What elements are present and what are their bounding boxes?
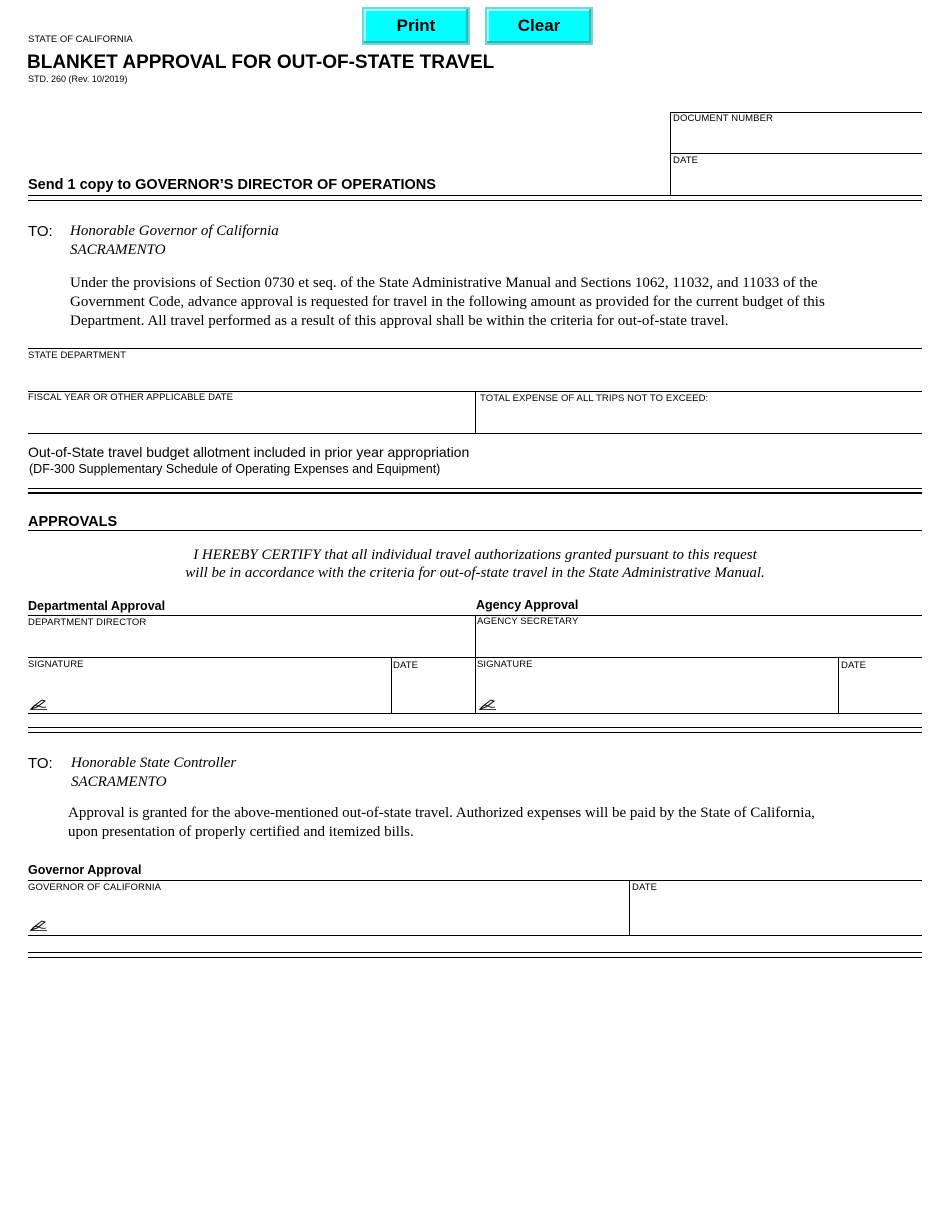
state-department-input[interactable] [30, 364, 922, 390]
send-copy-instruction: Send 1 copy to GOVERNOR’S DIRECTOR OF OPERATIONS [28, 177, 436, 193]
department-director-input[interactable] [30, 631, 474, 657]
governor-of-california-label: GOVERNOR OF CALIFORNIA [28, 882, 162, 893]
governor-signature-pen-icon[interactable] [30, 919, 48, 931]
total-expense-input[interactable] [480, 406, 922, 432]
certify-line-2: will be in accordance with the criteria for out-of-state travel in the State Administrative Manual. [185, 565, 765, 581]
agency-signature-label: SIGNATURE [477, 659, 533, 670]
request-body-line-3: Department. All travel performed as a result of this approval shall be within the criteria for out-of-state travel. [70, 313, 729, 329]
clear-button[interactable]: Clear [485, 7, 593, 45]
governor-city: SACRAMENTO [70, 242, 166, 258]
department-date-label: DATE [393, 660, 419, 671]
agency-date-input[interactable] [842, 680, 922, 706]
form-title: BLANKET APPROVAL FOR OUT-OF-STATE TRAVEL [27, 52, 495, 73]
request-body-line-1: Under the provisions of Section 0730 et seq. of the State Administrative Manual and Sections 1062, 11032, and 11033 of the [70, 275, 818, 291]
fiscal-year-input[interactable] [30, 406, 474, 432]
to-label-governor: TO: [28, 223, 53, 240]
document-number-input[interactable] [674, 128, 922, 152]
agency-approval-heading: Agency Approval [476, 598, 579, 612]
print-button[interactable]: Print [362, 7, 470, 45]
department-date-input[interactable] [394, 680, 476, 706]
header-date-input[interactable] [674, 170, 922, 194]
state-label: STATE OF CALIFORNIA [28, 34, 133, 45]
to-label-controller: TO: [28, 755, 53, 772]
document-number-label: DOCUMENT NUMBER [673, 113, 774, 124]
agency-date-label: DATE [841, 660, 867, 671]
agency-secretary-label: AGENCY SECRETARY [477, 616, 579, 627]
governor-addressee: Honorable Governor of California [70, 223, 279, 239]
fiscal-year-label: FISCAL YEAR OR OTHER APPLICABLE DATE [28, 392, 234, 403]
request-body-line-2: Government Code, advance approval is requested for travel in the following amount as provided for the current budget of this [70, 294, 825, 310]
departmental-approval-heading: Departmental Approval [28, 599, 166, 613]
header-date-label: DATE [673, 155, 699, 166]
total-expense-label: TOTAL EXPENSE OF ALL TRIPS NOT TO EXCEED: [480, 393, 709, 404]
department-signature-pen-icon[interactable] [30, 698, 48, 710]
form-number: STD. 260 (Rev. 10/2019) [28, 74, 128, 84]
certify-line-1: I HEREBY CERTIFY that all individual travel authorizations granted pursuant to this request [193, 547, 757, 563]
department-director-label: DEPARTMENT DIRECTOR [28, 617, 147, 628]
governor-approval-heading: Governor Approval [28, 863, 142, 877]
budget-allotment-line-1: Out-of-State travel budget allotment included in prior year appropriation [28, 444, 470, 460]
governor-date-label: DATE [632, 882, 658, 893]
department-signature-label: SIGNATURE [28, 659, 84, 670]
budget-allotment-line-2: (DF-300 Supplementary Schedule of Operating Expenses and Equipment) [29, 462, 441, 476]
controller-body-line-2: upon presentation of properly certified and itemized bills. [68, 824, 414, 840]
agency-signature-pen-icon[interactable] [479, 698, 497, 710]
approvals-heading: APPROVALS [28, 514, 118, 530]
controller-city: SACRAMENTO [71, 774, 167, 790]
governor-date-input[interactable] [634, 902, 922, 928]
agency-secretary-input[interactable] [480, 631, 922, 657]
controller-addressee: Honorable State Controller [71, 755, 237, 771]
state-department-label: STATE DEPARTMENT [28, 350, 127, 361]
controller-body-line-1: Approval is granted for the above-mentioned out-of-state travel. Authorized expenses will be paid by the State of California, [68, 805, 815, 821]
